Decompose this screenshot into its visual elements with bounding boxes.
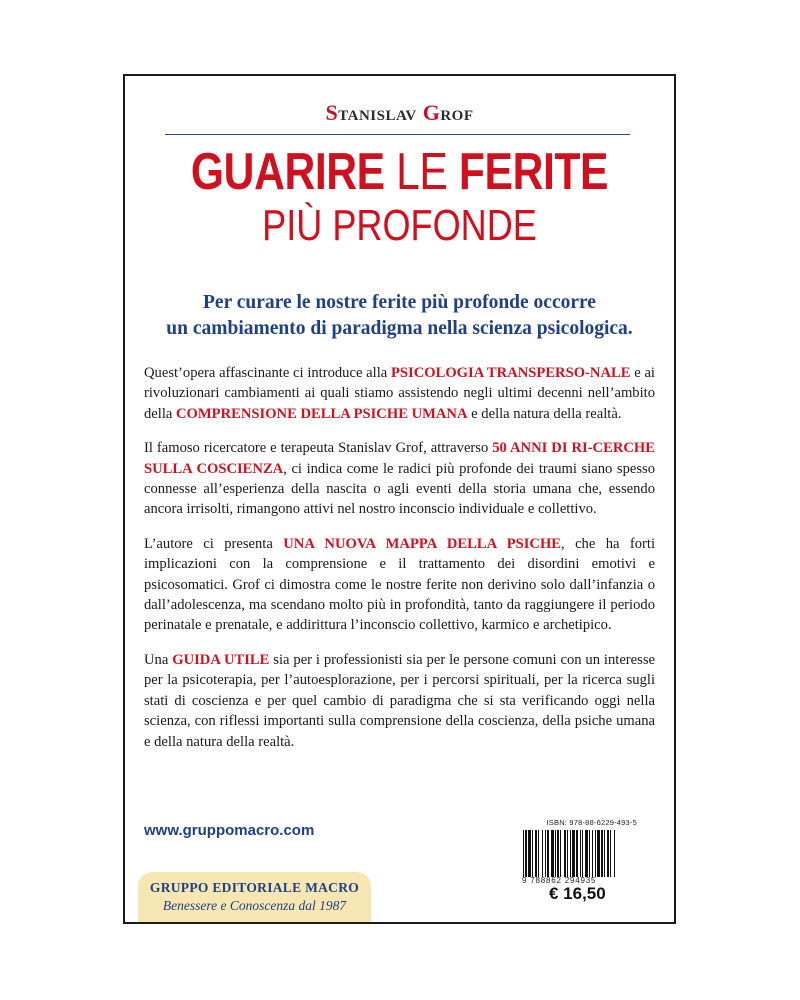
paragraph-2: Il famoso ricercatore e terapeuta Stanislav Grof, attraverso 50 ANNI DI RI-CERCHE SULLA COSCIENZA, ci indica come le radici più profonde dei traumi siano spesso connesse all’esperienza della nascita o agli eventi della storia umana che, essendo ancora irrisolti, rimangono attivi nel nostro inconscio individuale e collettivo.: [144, 440, 655, 518]
barcode-block: [522, 818, 637, 885]
title-divider: [165, 134, 630, 135]
book-back-cover: [123, 74, 676, 924]
price-label: € 16,50: [549, 884, 606, 903]
publisher-box: [138, 872, 371, 924]
publisher-website: www.gruppomacro.com: [144, 822, 315, 839]
subtitle: Per curare le nostre ferite più profonde occorre un cambiamento di paradigma nella scienza psicologica.: [166, 292, 633, 339]
title-line-1: GUARIRE LE FERITE: [190, 143, 609, 201]
paragraph-4: Una GUIDA UTILE sia per i professionisti sia per le persone comuni con un interesse per la psicoterapia, per l’autoesplorazione, per i percorsi spirituali, per la ricerca sugli stati di coscienza e per quel cambio di paradigma che si sta verificando oggi nella scienza, con riflessi importanti sulla comprensione della coscienza, della psiche umana e della natura della realtà.: [144, 651, 655, 750]
paragraph-3: L’autore ci presenta UNA NUOVA MAPPA DELLA PSICHE, che ha forti implicazioni con la comprensione e il trattamento dei disordini emotivi e psicosomatici. Grof ci dimostra come le nostre ferite non derivino solo dall’infanzia o dall’adolescenza, ma scendano molto più in profondità, tanto da raggiungere il periodo perinatale e prenatale, e addirittura l’inconscio collettivo, karmico e archetipico.: [144, 535, 656, 634]
paragraph-1: Quest’opera affascinante ci introduce alla PSICOLOGIA TRANSPERSO-NALE e ai rivoluzionari cambiamenti ai quali stiamo assistendo negli ultimi decenni nell’ambito della COMPRENSIONE DELLA PSICHE UMANA e della natura della realtà.: [144, 365, 655, 422]
book-title: [174, 143, 624, 250]
title-line-2: PIÙ PROFONDE: [262, 201, 537, 250]
barcode-bars: [522, 830, 635, 877]
ean-number: 9 788862 294935: [522, 876, 597, 885]
publisher-tagline: Benessere e Conoscenza dal 1987: [162, 898, 347, 913]
publisher-name: GRUPPO EDITORIALE MACRO: [149, 880, 360, 895]
author-name: Stanislav Grof: [325, 100, 474, 125]
blurb-text: [144, 363, 655, 766]
isbn-label: ISBN: 978-88-6229-493-5: [546, 818, 637, 827]
